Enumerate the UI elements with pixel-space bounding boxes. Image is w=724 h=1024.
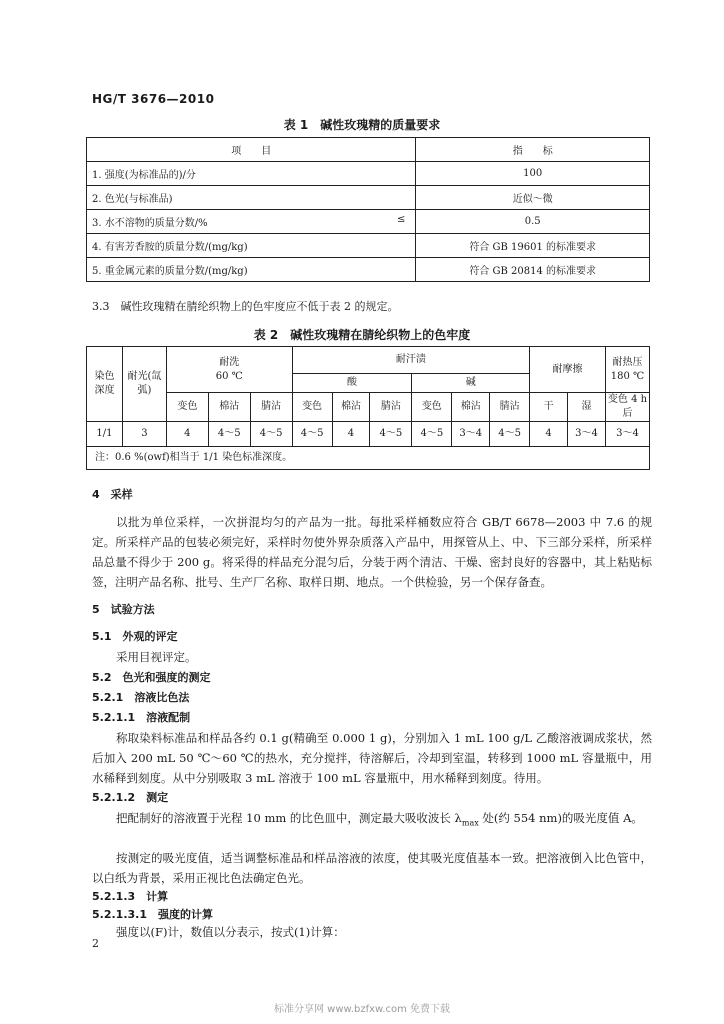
section-5-2-1-1-text: 称取染料标准品和样品各约 0.1 g(精确至 0.000 1 g)，分别加入 1 mL 100 g/L 乙酸溶液调成浆状，然后加入 200 mL 50 ℃～60 ℃的热水，充分搅拌，待溶解后，冷却到室温，转移到 1000 mL 容量瓶中，用水稀释到刻度。从中分别吸取 3 mL 溶液于 100 mL 容量瓶中，用水稀释到刻度。待用。 <box>92 731 652 785</box>
section-5-2-1-2-text-1 <box>92 808 652 833</box>
section-3-3-text: 3.3 碱性玫瑰精在腈纶织物上的色牢度应不低于表 2 的规定。 <box>92 300 399 313</box>
cell: 3～4 <box>452 422 490 447</box>
watermark: 标准分享网 www.bzfxw.com 免费下载 <box>274 1004 450 1015</box>
section-5-2-title: 5.2 色光和强度的测定 <box>92 671 211 684</box>
table-header-row <box>87 138 650 162</box>
header-acid: 酸 <box>292 374 412 393</box>
header-wash-label: 耐洗 <box>219 356 240 368</box>
section-5-2-1-3-title: 5.2.1.3 计算 <box>92 890 169 903</box>
table2-header-row-1 <box>87 347 650 374</box>
header-heat <box>605 347 649 393</box>
sub-dry: 干 <box>530 393 568 422</box>
section-4-text: 以批为单位采样，一次拼混均匀的产品为一批。每批采样桶数应符合 GB/T 6678—2003 中 7.6 的规定。所采样产品的包装必须完好，采样时勿使外界杂质落入产品中，用探管从上、中、下三部分采样，所采样品总量不得少于 200 g。将采得的样品充分混匀后，分装于两个清洁、干燥、密封良好的容器中，其上粘贴标签，注明产品名称、批号、生产厂名称、取样日期、地点。一个供检验，另一个保存备查。 <box>92 515 652 589</box>
table1-caption: 表 1 碱性玫瑰精的质量要求 <box>283 118 441 132</box>
table-row <box>87 422 650 447</box>
sub-change: 变色 <box>412 393 452 422</box>
header-value: 指 标 <box>416 138 650 162</box>
row-item <box>87 210 416 234</box>
header-wash <box>166 347 292 393</box>
cell: 4 <box>166 422 208 447</box>
table-row <box>87 258 650 282</box>
section-5-1-text: 采用目视评定。 <box>116 650 197 664</box>
section-5-2-1-2-text-2: 按测定的吸光度值，适当调整标准品和样品溶液的浓度，使其吸光度值基本一致。把溶液倒入比色管中，以白纸为背景，采用正视比色法确定色光。 <box>92 851 652 885</box>
header-item: 项 目 <box>87 138 416 162</box>
section-5-2-1-3-1-text: 强度以(F)计，数值以分表示，按式(1)计算： <box>116 925 345 939</box>
section-5-title: 5 试验方法 <box>92 603 155 616</box>
sub-cotton: 棉沾 <box>452 393 490 422</box>
cell: 4～5 <box>412 422 452 447</box>
cell: 3 <box>122 422 166 447</box>
cell: 4 <box>530 422 568 447</box>
header-wash-temp: 60 ℃ <box>215 370 243 382</box>
section-5-2-1-title: 5.2.1 溶液比色法 <box>92 691 190 704</box>
cell: 3～4 <box>568 422 606 447</box>
table-row <box>87 186 650 210</box>
row-value: 符合 GB 19601 的标准要求 <box>416 234 650 258</box>
sub-cotton: 棉沾 <box>208 393 250 422</box>
row-item: 2. 色光(与标准品) <box>87 186 416 210</box>
header-sweat: 耐汗渍 <box>292 347 530 374</box>
section-5-2-1-2-title: 5.2.1.2 测定 <box>92 791 169 804</box>
section-5-1-title: 5.1 外观的评定 <box>92 630 178 643</box>
table-note-row <box>87 447 650 470</box>
cell: 4～5 <box>370 422 412 447</box>
text-part: 处(约 554 nm)的吸光度值 A。 <box>478 811 643 825</box>
header-alkali: 碱 <box>412 374 530 393</box>
sub-acrylic: 腈沾 <box>250 393 292 422</box>
section-3-3 <box>92 296 398 317</box>
page-number: 2 <box>92 937 99 950</box>
sub-change: 变色 <box>292 393 332 422</box>
section-5-2-1-1-title: 5.2.1.1 溶液配制 <box>92 711 191 724</box>
cell: 4～5 <box>250 422 292 447</box>
lambda-subscript: max <box>461 818 479 828</box>
row-value: 符合 GB 20814 的标准要求 <box>416 258 650 282</box>
row-value: 0.5 <box>416 210 650 234</box>
table2-caption: 表 2 碱性玫瑰精在腈纶织物上的色牢度 <box>253 328 471 342</box>
section-4-title: 4 采样 <box>92 488 133 501</box>
table2-header-row-3 <box>87 393 650 422</box>
sub-acrylic: 腈沾 <box>370 393 412 422</box>
section-5-2-1-3-1-title: 5.2.1.3.1 强度的计算 <box>92 908 213 921</box>
row-item-text: 3. 水不溶物的质量分数/% <box>92 218 208 229</box>
row-item: 1. 强度(为标准品的)/分 <box>87 162 416 186</box>
cell: 3～4 <box>605 422 649 447</box>
color-fastness-table <box>86 346 650 470</box>
cell: 4～5 <box>292 422 332 447</box>
header-heat-temp: 180 ℃ <box>610 370 645 382</box>
row-value: 100 <box>416 162 650 186</box>
header-light: 耐光(氙弧) <box>122 347 166 422</box>
header-rub: 耐摩擦 <box>530 347 606 393</box>
cell: 4～5 <box>208 422 250 447</box>
cell: 4 <box>332 422 370 447</box>
document-id: HG/T 3676—2010 <box>92 92 215 106</box>
text-part: 把配制好的溶液置于光程 10 mm 的比色皿中，测定最大吸收波长 λ <box>116 811 462 825</box>
cell: 4～5 <box>490 422 530 447</box>
sub-acrylic: 腈沾 <box>490 393 530 422</box>
header-depth: 染色深度 <box>87 347 123 422</box>
sub-change: 变色 <box>166 393 208 422</box>
table-note: 注：0.6 %(owf)相当于 1/1 染色标准深度。 <box>87 447 650 470</box>
table-row <box>87 234 650 258</box>
le-symbol: ≤ <box>397 214 406 225</box>
sub-heat-change: 变色 4 h 后 <box>605 393 649 422</box>
header-heat-label: 耐热压 <box>612 356 643 368</box>
sub-wet: 湿 <box>568 393 606 422</box>
quality-requirements-table <box>86 137 650 282</box>
row-item: 5. 重金属元素的质量分数/(mg/kg) <box>87 258 416 282</box>
table-row <box>87 210 650 234</box>
row-item: 4. 有害芳香胺的质量分数/(mg/kg) <box>87 234 416 258</box>
row-value: 近似～微 <box>416 186 650 210</box>
cell: 1/1 <box>87 422 123 447</box>
table-row <box>87 162 650 186</box>
sub-cotton: 棉沾 <box>332 393 370 422</box>
